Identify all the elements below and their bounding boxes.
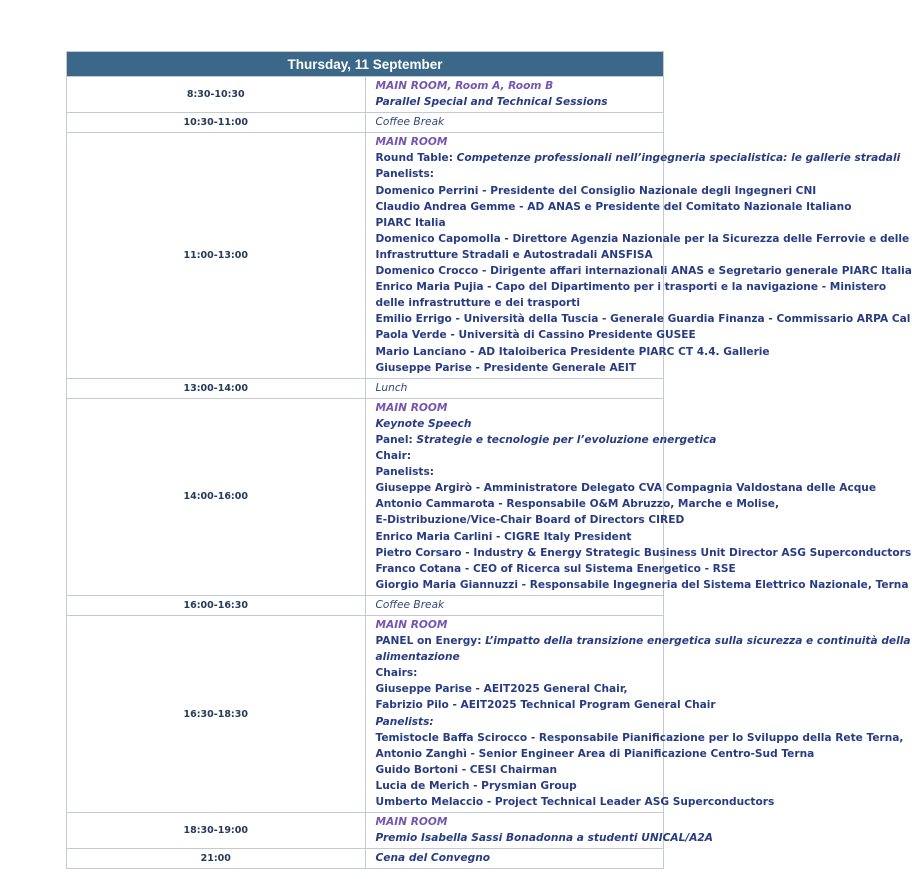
panelist: Mario Lanciano - AD Italoiberica Presidente PIARC CT 4.4. Gallerie bbox=[375, 345, 770, 358]
session-time: 16:00-16:30 bbox=[67, 595, 366, 615]
room-label: MAIN ROOM bbox=[375, 401, 448, 414]
panel-title: L’impatto della transizione energetica sulla sicurezza e continuità della bbox=[485, 635, 911, 648]
panelist: E-Distribuzione/Vice-Chair Board of Directors CIRED bbox=[375, 514, 685, 527]
panelist: Domenico Capomolla - Direttore Agenzia Nazionale per la Sicurezza delle Ferrovie e delle bbox=[375, 232, 910, 245]
room-label: MAIN ROOM bbox=[375, 619, 448, 631]
panelist: Paola Verde - Università di Cassino Presidente GUSEE bbox=[375, 329, 696, 342]
panelist: Emilio Errigo - Università della Tuscia - Generale Guardia Finanza - Commissario ARPA Cal bbox=[375, 313, 911, 326]
panelist: Giuseppe Argirò - Amministratore Delegato CVA Compagnia Valdostana delle Acque bbox=[375, 482, 877, 495]
panelist: Lucia de Merich - Prysmian Group bbox=[375, 779, 577, 792]
panelist: Domenico Crocco - Dirigente affari internazionali ANAS e Segretario generale PIARC Italia bbox=[375, 265, 912, 278]
round-table-heading bbox=[375, 150, 901, 166]
session-time: 8:30-10:30 bbox=[67, 77, 366, 113]
round-table-title: Competenze professionali nell’ingegneria specialistica: le gallerie stradali bbox=[456, 152, 901, 165]
chair: Fabrizio Pilo - AEIT2025 Technical Program General Chair bbox=[375, 699, 716, 712]
chairs-label: Chairs: bbox=[375, 667, 418, 680]
panelist: Giuseppe Parise - Presidente Generale AEIT bbox=[375, 361, 637, 374]
room-label: MAIN ROOM bbox=[375, 816, 448, 829]
panelist: delle infrastrutture e dei trasporti bbox=[375, 297, 580, 310]
panelist: Enrico Maria Carlini - CIGRE Italy President bbox=[375, 530, 632, 543]
break-row bbox=[67, 378, 664, 398]
round-table-prefix: Round Table: bbox=[375, 152, 457, 165]
session-title: Parallel Special and Technical Sessions bbox=[375, 96, 608, 109]
panelists-label: Panelists: bbox=[375, 466, 435, 479]
panelist: Franco Cotana - CEO of Ricerca sul Sistema Energetico - RSE bbox=[375, 562, 736, 575]
break-row bbox=[67, 595, 664, 615]
panelists-label: Panelists: bbox=[375, 715, 434, 728]
panelist: Antonio Zanghì - Senior Engineer Area di Pianificazione Centro-Sud Terna bbox=[375, 747, 815, 760]
session-content bbox=[365, 113, 664, 133]
panelist: Guido Bortoni - CESI Chairman bbox=[375, 763, 558, 776]
break-label: Lunch bbox=[375, 381, 408, 394]
session-content bbox=[365, 849, 664, 869]
session-content bbox=[365, 595, 664, 615]
panel-heading bbox=[375, 633, 911, 649]
break-label: Coffee Break bbox=[375, 598, 445, 611]
panelist: Umberto Melaccio - Project Technical Leader ASG Superconductors bbox=[375, 796, 775, 809]
session-row bbox=[67, 77, 664, 113]
panel-title: Strategie e tecnologie per l’evoluzione energetica bbox=[416, 433, 717, 446]
panel-prefix: PANEL on Energy: bbox=[375, 635, 486, 648]
session-time: 18:30-19:00 bbox=[67, 813, 366, 849]
session-content bbox=[365, 133, 912, 378]
session-time: 13:00-14:00 bbox=[67, 378, 366, 398]
session-time: 11:00-13:00 bbox=[67, 133, 366, 378]
session-content bbox=[365, 378, 664, 398]
schedule-table bbox=[66, 51, 912, 869]
session-row bbox=[67, 398, 664, 595]
panel-heading bbox=[375, 432, 717, 448]
panelist: Claudio Andrea Gemme - AD ANAS e Presidente del Comitato Nazionale Italiano bbox=[375, 200, 852, 213]
session-content bbox=[365, 813, 713, 849]
session-time: 10:30-11:00 bbox=[67, 113, 366, 133]
day-header-row bbox=[67, 52, 664, 77]
panelist: Giorgio Maria Giannuzzi - Responsabile Ingegneria del Sistema Elettrico Nazionale, Terna bbox=[375, 578, 909, 591]
panel-title-continued: alimentazione bbox=[375, 651, 460, 664]
session-time: 14:00-16:00 bbox=[67, 398, 366, 595]
chair-label: Chair: bbox=[375, 450, 412, 463]
session-row bbox=[67, 849, 664, 869]
session-time: 21:00 bbox=[67, 849, 366, 869]
room-label: MAIN ROOM bbox=[375, 136, 448, 149]
break-row bbox=[67, 113, 664, 133]
panelist: Infrastrutture Stradali e Autostradali ANSFISA bbox=[375, 248, 653, 261]
session-content bbox=[365, 77, 664, 113]
session-row bbox=[67, 133, 664, 378]
panelist: Temistocle Baffa Scirocco - Responsabile Pianificazione per lo Sviluppo della Rete Terna, bbox=[375, 731, 904, 744]
session-title: Premio Isabella Sassi Bonadonna a studenti UNICAL/A2A bbox=[375, 832, 713, 845]
panelist: Domenico Perrini - Presidente del Consiglio Nazionale degli Ingegneri CNI bbox=[375, 184, 817, 197]
chair: Giuseppe Parise - AEIT2025 General Chair, bbox=[375, 683, 628, 696]
session-title: Cena del Convegno bbox=[375, 852, 491, 865]
panelists-label: Panelists: bbox=[375, 168, 435, 181]
session-content bbox=[365, 616, 911, 813]
panel-prefix: Panel: bbox=[375, 433, 417, 446]
panelist: Antonio Cammarota - Responsabile O&M Abruzzo, Marche e Molise, bbox=[375, 498, 780, 511]
keynote-label: Keynote Speech bbox=[375, 417, 472, 430]
break-label: Coffee Break bbox=[375, 116, 445, 129]
panelist: Pietro Corsaro - Industry & Energy Strategic Business Unit Director ASG Superconductors bbox=[375, 546, 912, 559]
session-row bbox=[67, 616, 664, 813]
day-title: Thursday, 11 September bbox=[67, 52, 664, 77]
session-row bbox=[67, 813, 664, 849]
panelist: PIARC Italia bbox=[375, 216, 446, 229]
room-label: MAIN ROOM, Room A, Room B bbox=[375, 80, 554, 92]
session-time: 16:30-18:30 bbox=[67, 616, 366, 813]
panelist: Enrico Maria Pujia - Capo del Dipartimento per i trasporti e la navigazione - Ministero bbox=[375, 281, 887, 294]
session-content bbox=[365, 398, 912, 595]
